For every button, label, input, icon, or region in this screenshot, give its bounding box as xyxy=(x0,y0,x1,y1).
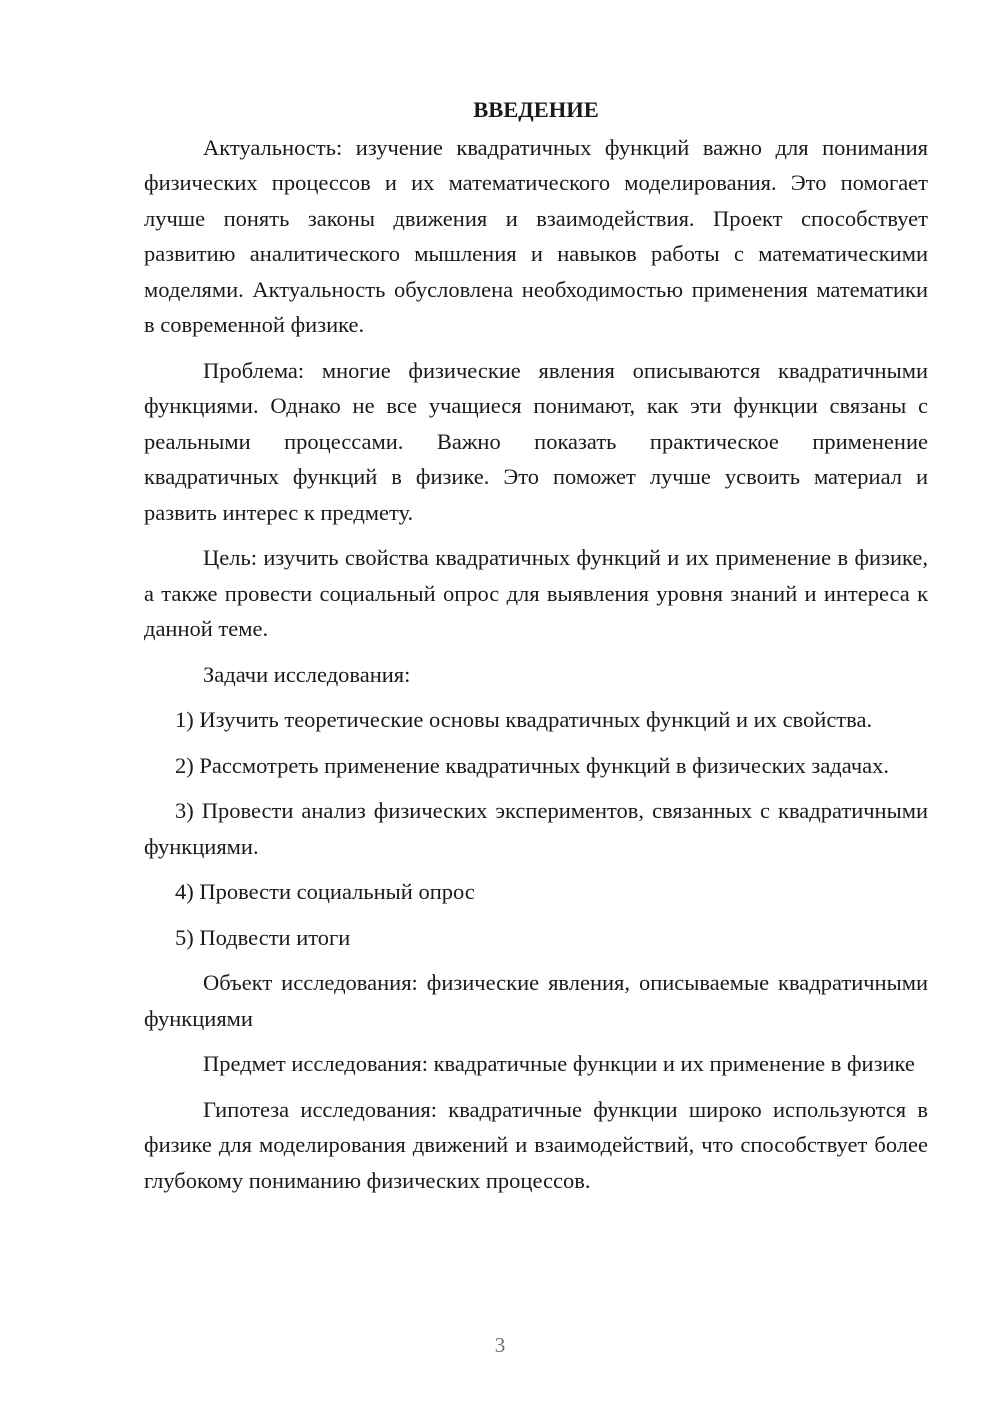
subject-paragraph: Предмет исследования: квадратичные функции и их применение в физике xyxy=(203,1051,915,1076)
goal-paragraph: Цель: изучить свойства квадратичных функций и их применение в физике, а также провести социальный опрос для выявления уровня знаний и интереса к данной теме. xyxy=(144,545,928,641)
tasks-heading: Задачи исследования: xyxy=(203,661,411,687)
task-item-1: 1) Изучить теоретические основы квадратичных функций и их свойства. xyxy=(175,707,873,732)
problem-paragraph: Проблема: многие физические явления описываются квадратичными функциями. Однако не все учащиеся понимают, как эти функции связаны с реальными процессами. Важно показать практическое применение квадратичных функций в физике. Это поможет лучше усвоить материал и развить интерес к предмету. xyxy=(144,357,928,525)
relevance-paragraph: Актуальность: изучение квадратичных функций важно для понимания физических процессов и их математического моделирования. Это помогает лучше понять законы движения и взаимодействия. Проект способствует развитию аналитического мышления и навыков работы с математическими моделями. Актуальность обусловлена необходимостью применения математики в современной физике. xyxy=(144,134,928,337)
page-number: 3 xyxy=(494,1333,506,1357)
task-item-4: 4) Провести социальный опрос xyxy=(175,879,475,904)
task-item-3: 3) Провести анализ физических экспериментов, связанных с квадратичными функциями. xyxy=(144,798,928,859)
task-item-2: 2) Рассмотреть применение квадратичных функций в физических задачах. xyxy=(175,752,890,778)
hypothesis-paragraph: Гипотеза исследования: квадратичные функции широко используются в физике для моделирования движений и взаимодействий, что способствует более глубокому пониманию физических процессов. xyxy=(144,1096,928,1193)
document-page xyxy=(144,92,928,1208)
section-title: ВВЕДЕНИЕ xyxy=(473,97,599,122)
object-paragraph: Объект исследования: физические явления, описываемые квадратичными функциями xyxy=(144,970,928,1031)
task-item-5: 5) Подвести итоги xyxy=(175,924,351,950)
